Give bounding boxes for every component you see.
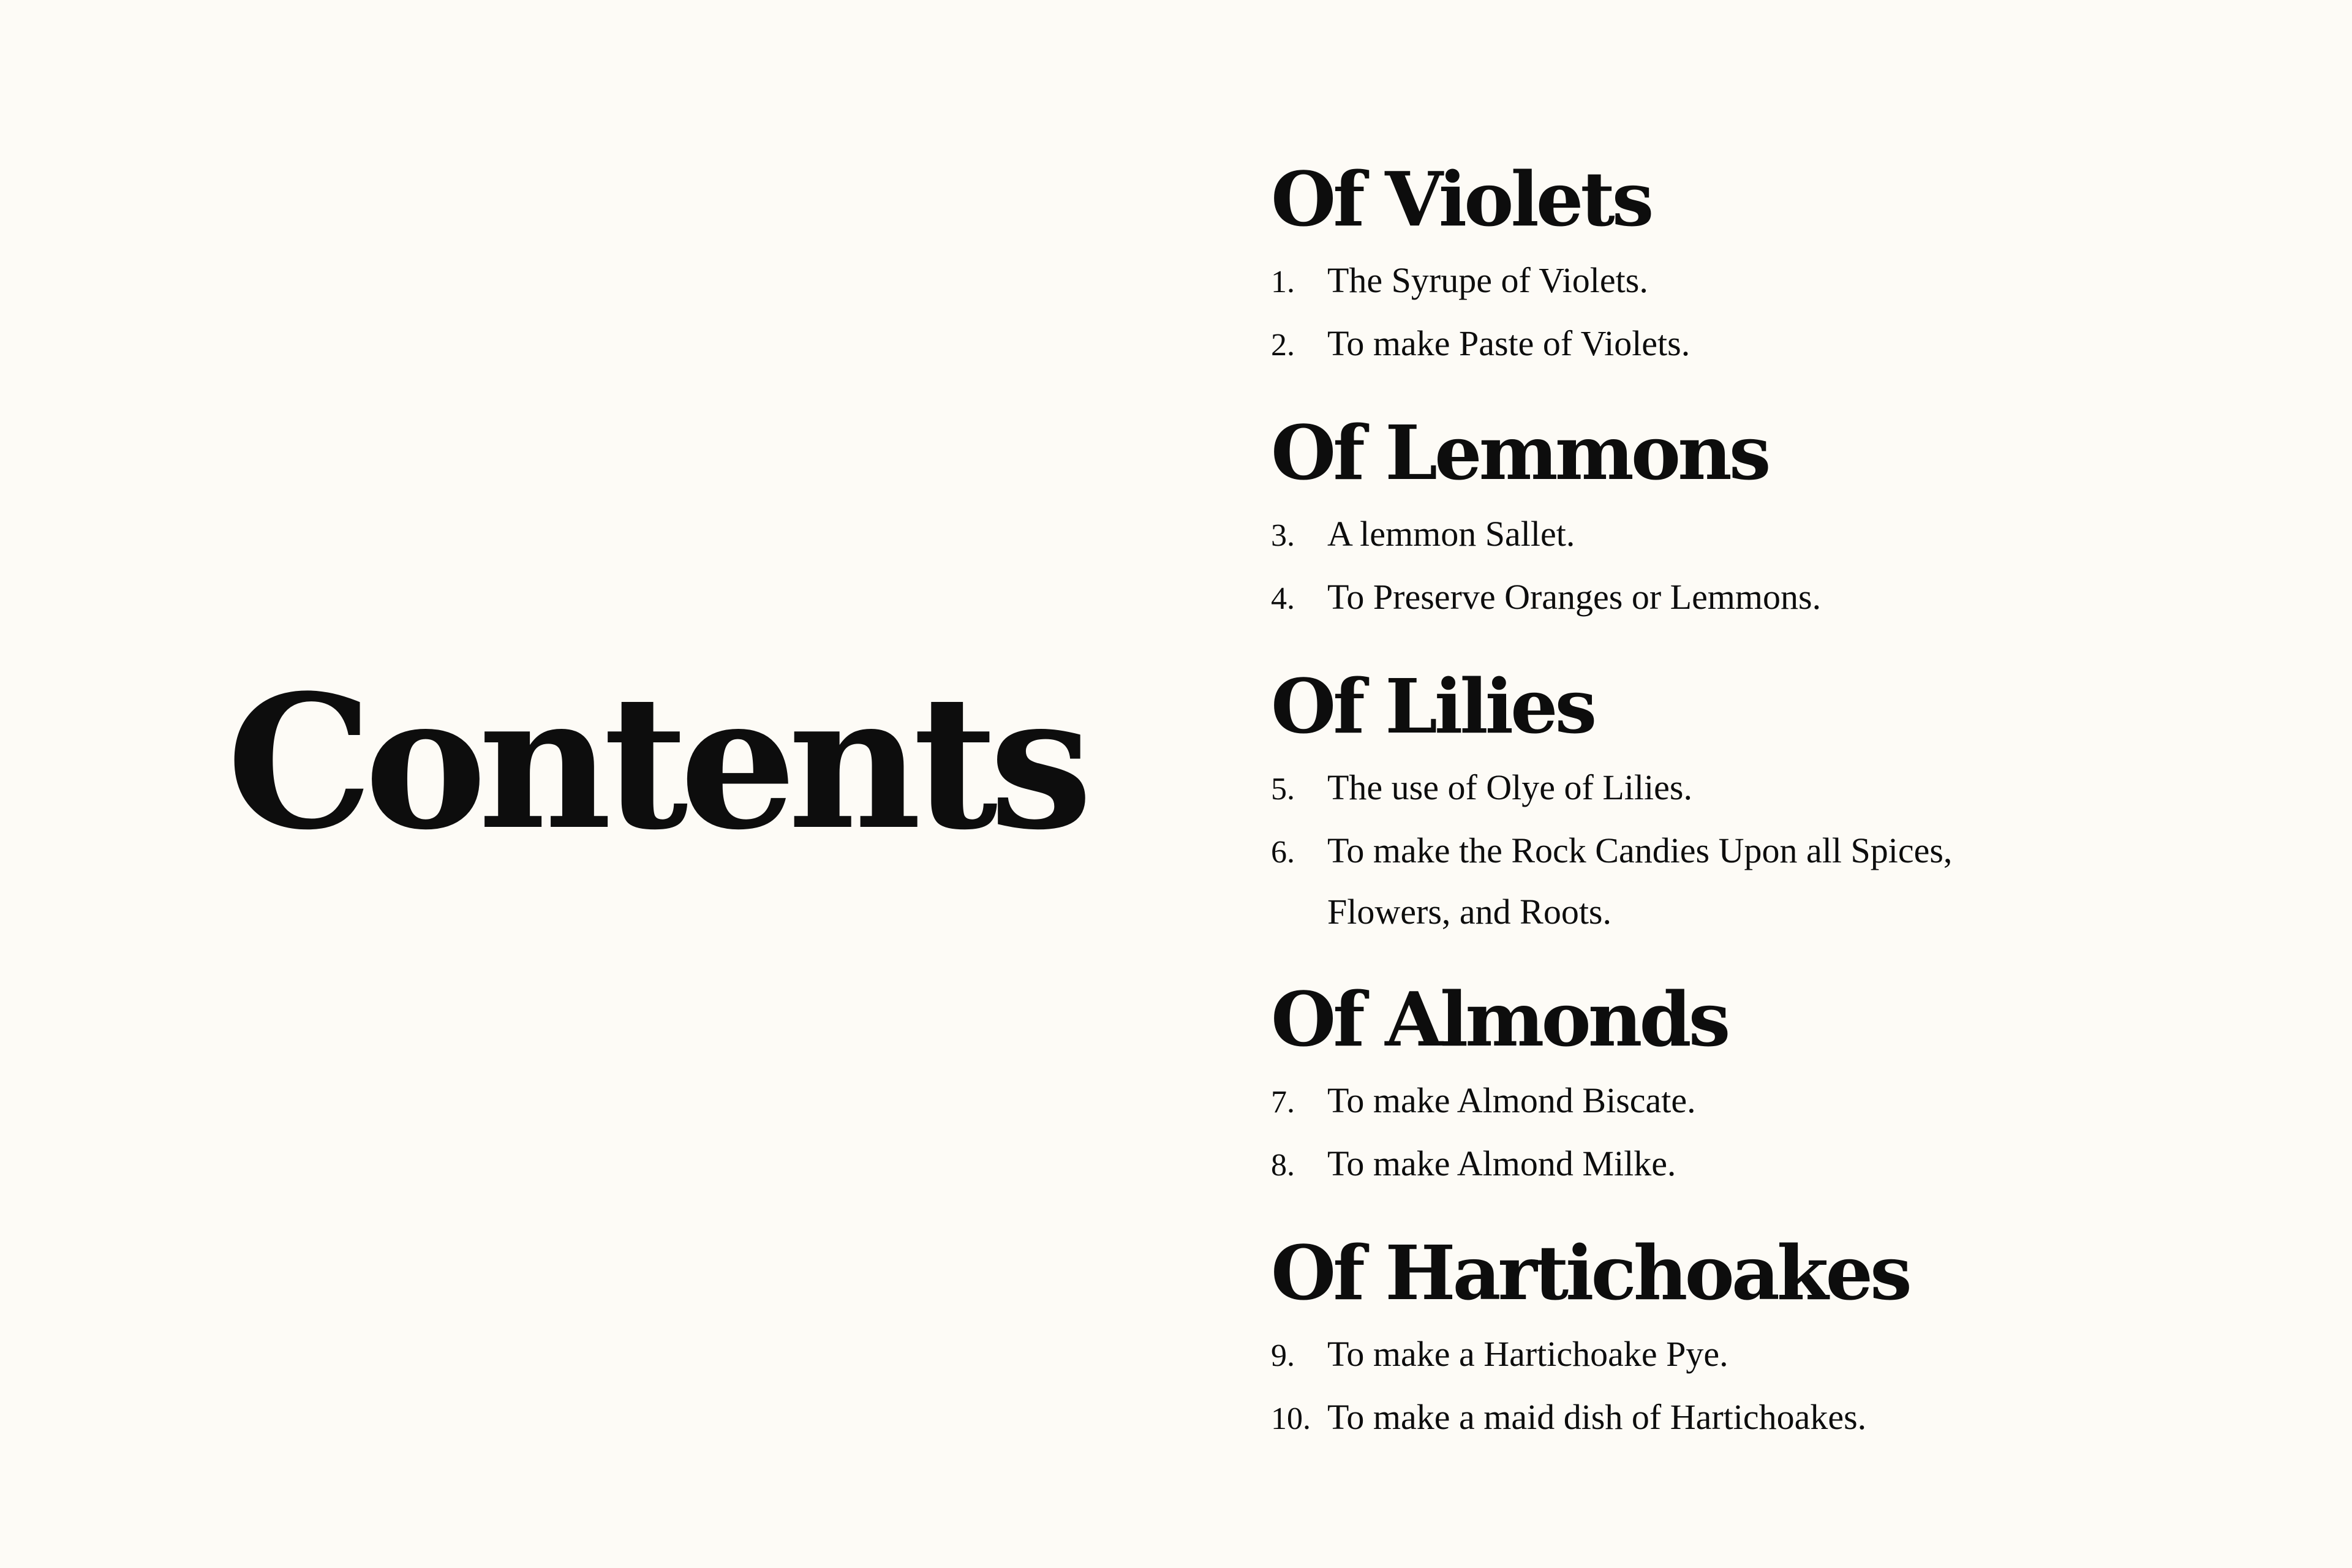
- page-title: Contents: [227, 654, 1085, 870]
- entry-text: A lemmon Sallet.: [1327, 514, 1575, 554]
- section-hartichoakes: [1271, 1227, 2282, 1450]
- entry-number: 6.: [1271, 835, 1295, 870]
- entry-number: 8.: [1271, 1148, 1295, 1183]
- list-item: [1271, 503, 2282, 567]
- entry-number: 9.: [1271, 1338, 1295, 1373]
- entry-list: [1271, 1070, 2282, 1196]
- section-heading: Of Violets: [1271, 155, 1651, 243]
- entry-text: The Syrupe of Violets.: [1327, 260, 1648, 300]
- entry-number: 3.: [1271, 518, 1295, 553]
- entry-text: To make Paste of Violets.: [1327, 323, 1691, 363]
- section-lilies: [1271, 660, 2282, 943]
- list-item: [1271, 820, 2282, 943]
- table-of-contents: [1271, 153, 2282, 1450]
- entry-text: The use of Olye of Lilies.: [1327, 767, 1692, 807]
- list-item: [1271, 313, 2282, 376]
- section-heading: Of Lilies: [1271, 662, 1594, 750]
- section-lemmons: [1271, 407, 2282, 630]
- section-heading: Of Almonds: [1271, 975, 1728, 1063]
- entry-text: To make the Rock Candies Upon all Spices, Flowers, and Roots.: [1327, 831, 1953, 932]
- list-item: [1271, 1070, 2282, 1133]
- entry-text: To make Almond Milke.: [1327, 1144, 1676, 1183]
- section-almonds: [1271, 973, 2282, 1196]
- entry-text: To make a Hartichoake Pye.: [1327, 1334, 1728, 1374]
- entry-text: To make a maid dish of Hartichoakes.: [1327, 1397, 1867, 1437]
- entry-number: 2.: [1271, 328, 1295, 363]
- entry-list: [1271, 1324, 2282, 1450]
- section-violets: [1271, 153, 2282, 376]
- entry-text: To make Almond Biscate.: [1327, 1080, 1696, 1120]
- entry-number: 7.: [1271, 1085, 1295, 1120]
- section-heading: Of Hartichoakes: [1271, 1229, 1909, 1317]
- list-item: [1271, 1387, 2282, 1450]
- entry-list: [1271, 503, 2282, 630]
- list-item: [1271, 1133, 2282, 1196]
- entry-text: To Preserve Oranges or Lemmons.: [1327, 577, 1822, 617]
- entry-list: [1271, 757, 2282, 943]
- section-heading: Of Lemmons: [1271, 409, 1768, 497]
- list-item: [1271, 1324, 2282, 1387]
- entry-list: [1271, 250, 2282, 376]
- entry-number: 4.: [1271, 581, 1295, 616]
- entry-number: 5.: [1271, 772, 1295, 807]
- entry-number: 1.: [1271, 265, 1295, 300]
- entry-number: 10.: [1271, 1401, 1311, 1436]
- list-item: [1271, 757, 2282, 820]
- list-item: [1271, 250, 2282, 313]
- list-item: [1271, 567, 2282, 630]
